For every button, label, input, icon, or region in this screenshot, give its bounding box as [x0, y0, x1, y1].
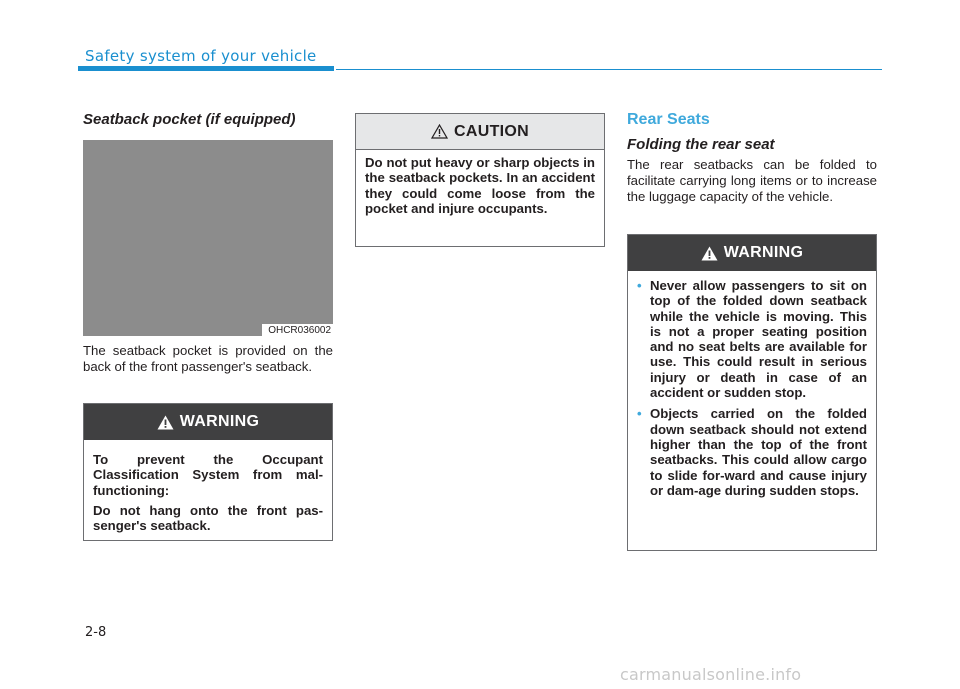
warning-triangle-icon: [701, 246, 718, 261]
rear-seats-heading: Rear Seats: [627, 111, 710, 128]
seatback-pocket-description: The seatback pocket is provided on the back of the front passenger's seatback.: [83, 343, 333, 374]
seatback-pocket-heading: Seatback pocket (if equipped): [83, 111, 296, 128]
folding-rear-seat-heading: Folding the rear seat: [627, 136, 775, 153]
figure-code: OHCR036002: [262, 324, 333, 336]
caution-header: [356, 114, 604, 150]
section-header-title: Safety system of your vehicle: [85, 47, 317, 65]
caution-text: Do not put heavy or sharp objects in the seatback pockets. In an accident they could come loose from the pocket and injure occupants.: [365, 155, 595, 216]
watermark: carmanualsonline.info: [620, 665, 802, 684]
warning-bullet-item: [637, 278, 867, 400]
seatback-pocket-figure: [83, 140, 333, 336]
warning-bullet-list: [637, 278, 867, 498]
folding-rear-seat-description: The rear seatbacks can be folded to facilitate carrying long items or to increase the luggage capacity of the vehicle.: [627, 157, 877, 204]
bullet-dot-icon: •: [637, 278, 642, 293]
header-rule: [336, 69, 882, 70]
bullet-dot-icon: •: [637, 406, 642, 422]
warning-body: [628, 271, 876, 508]
caution-triangle-icon: [431, 124, 448, 139]
header-accent-bar: [78, 66, 334, 71]
warning-bullet-text: Objects carried on the folded down seatback should not extend higher than the top of the front seatbacks. This could allow cargo to slide for-ward and cause injury or dam-age during sudden stops.: [650, 406, 867, 498]
warning-body: [84, 440, 332, 543]
seatback-caution-box: [355, 113, 605, 247]
warning-header: [628, 235, 876, 271]
warning-triangle-icon: [157, 415, 174, 430]
rear-seat-warning-box: [627, 234, 877, 551]
page-number: 2-8: [85, 625, 107, 640]
caution-title: CAUTION: [454, 122, 529, 140]
warning-bullet-item: [637, 406, 867, 498]
occupant-warning-box: [83, 403, 333, 541]
warning-title: WARNING: [179, 413, 260, 430]
warning-title: WARNING: [723, 244, 804, 261]
warning-paragraph: To prevent the Occupant Classification System from mal-functioning:: [93, 452, 323, 498]
warning-bullet-text: Never allow passengers to sit on top of the folded down seatback while the vehicle is moving. This is not a proper seating position and no seat belts are available for use. This could result in serious injury or death in case of an accident or sudden stop.: [650, 278, 867, 401]
warning-paragraph: Do not hang onto the front pas-senger's seatback.: [93, 502, 323, 534]
caution-body: [356, 150, 604, 226]
warning-header: [84, 404, 332, 440]
